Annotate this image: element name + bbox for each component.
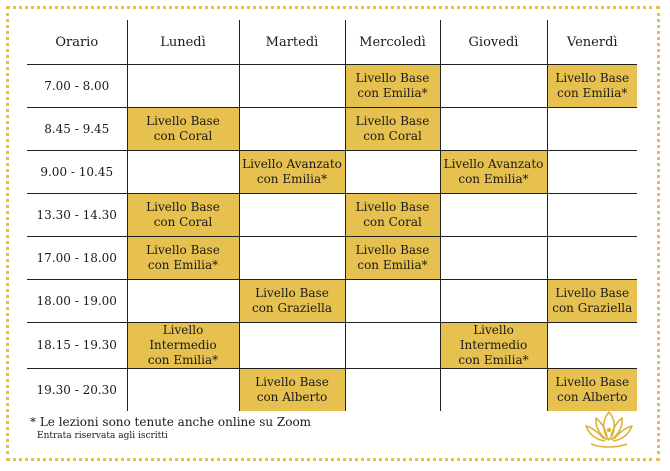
schedule-body [27,65,637,412]
empty-cell [547,108,637,151]
class-teacher: con Alberto [256,390,328,404]
class-teacher: con Emilia* [458,172,529,186]
empty-cell [440,108,547,151]
class-teacher: con Graziella [552,301,633,315]
lotus-icon [583,408,635,452]
class-cell [440,151,547,194]
class-teacher: con Coral [363,129,422,143]
class-teacher: con Emilia* [256,172,328,186]
empty-cell [547,194,637,237]
empty-cell [440,280,547,323]
class-cell [239,151,345,194]
empty-cell [345,323,440,369]
empty-cell [239,65,345,108]
class-level: Livello Base [355,243,430,257]
class-teacher: con Emilia* [147,353,219,367]
empty-cell [547,151,637,194]
class-level: Livello Base [355,200,430,214]
header-giovedi: Giovedì [440,20,547,65]
header-martedi: Martedì [239,20,345,65]
table-row [27,323,637,369]
class-level: Livello Base [146,200,220,214]
empty-cell [547,323,637,369]
class-teacher: con Coral [153,215,213,229]
table-row [27,369,637,412]
empty-cell [127,280,239,323]
class-teacher: con Graziella [251,301,333,315]
class-level: Livello Intermedio [459,323,528,352]
empty-cell [239,194,345,237]
empty-cell [345,151,440,194]
class-cell [345,237,440,280]
empty-cell [127,151,239,194]
table-row [27,280,637,323]
class-teacher: con Emilia* [147,258,219,272]
class-teacher: con Emilia* [357,86,428,100]
empty-cell [547,237,637,280]
class-teacher: con Emilia* [357,258,428,272]
class-level: Livello Intermedio [149,323,217,352]
class-level: Livello Base [355,71,430,85]
empty-cell [127,65,239,108]
class-level: Livello Base [555,286,630,300]
table-row [27,65,637,108]
table-row [27,108,637,151]
table-row [27,194,637,237]
class-cell [127,108,239,151]
time-cell: 17.00 - 18.00 [27,237,127,280]
class-cell [547,65,637,108]
time-cell: 8.45 - 9.45 [27,108,127,151]
class-level: Livello Base [555,375,630,389]
footnote: * Le lezioni sono tenute anche online su Zoom [30,415,312,429]
class-level: Livello Avanzato [242,157,342,171]
class-level: Livello Base [555,71,630,85]
class-cell [345,194,440,237]
empty-cell [345,369,440,412]
class-teacher: con Coral [363,215,422,229]
footnote-small: Entrata riservata agli iscritti [37,431,168,441]
class-level: Livello Base [146,114,220,128]
class-cell [127,323,239,369]
class-level: Livello Base [146,243,220,257]
schedule-table [27,20,637,411]
empty-cell [345,280,440,323]
class-level: Livello Avanzato [443,157,544,171]
header-lunedi: Lunedì [127,20,239,65]
class-cell [345,65,440,108]
empty-cell [440,194,547,237]
empty-cell [239,323,345,369]
class-cell [440,323,547,369]
header-orario: Orario [27,20,127,65]
class-teacher: con Emilia* [458,353,529,367]
class-teacher: con Coral [153,129,213,143]
class-level: Livello Base [255,286,329,300]
class-cell [239,280,345,323]
time-cell: 7.00 - 8.00 [27,65,127,108]
class-cell [547,369,637,412]
class-cell [547,280,637,323]
table-row [27,237,637,280]
time-cell: 13.30 - 14.30 [27,194,127,237]
header-row [27,20,637,65]
empty-cell [239,108,345,151]
header-venerdi: Venerdì [547,20,637,65]
empty-cell [239,237,345,280]
time-cell: 18.00 - 19.00 [27,280,127,323]
class-level: Livello Base [355,114,430,128]
class-teacher: con Alberto [556,390,628,404]
class-level: Livello Base [255,375,329,389]
time-cell: 9.00 - 10.45 [27,151,127,194]
header-mercoledi: Mercoledì [345,20,440,65]
class-cell [127,237,239,280]
class-teacher: con Emilia* [557,86,628,100]
time-cell: 19.30 - 20.30 [27,369,127,412]
table-row [27,151,637,194]
class-cell [127,194,239,237]
class-cell [345,108,440,151]
empty-cell [440,369,547,412]
empty-cell [440,237,547,280]
empty-cell [127,369,239,412]
empty-cell [440,65,547,108]
class-cell [239,369,345,412]
time-cell: 18.15 - 19.30 [27,323,127,369]
